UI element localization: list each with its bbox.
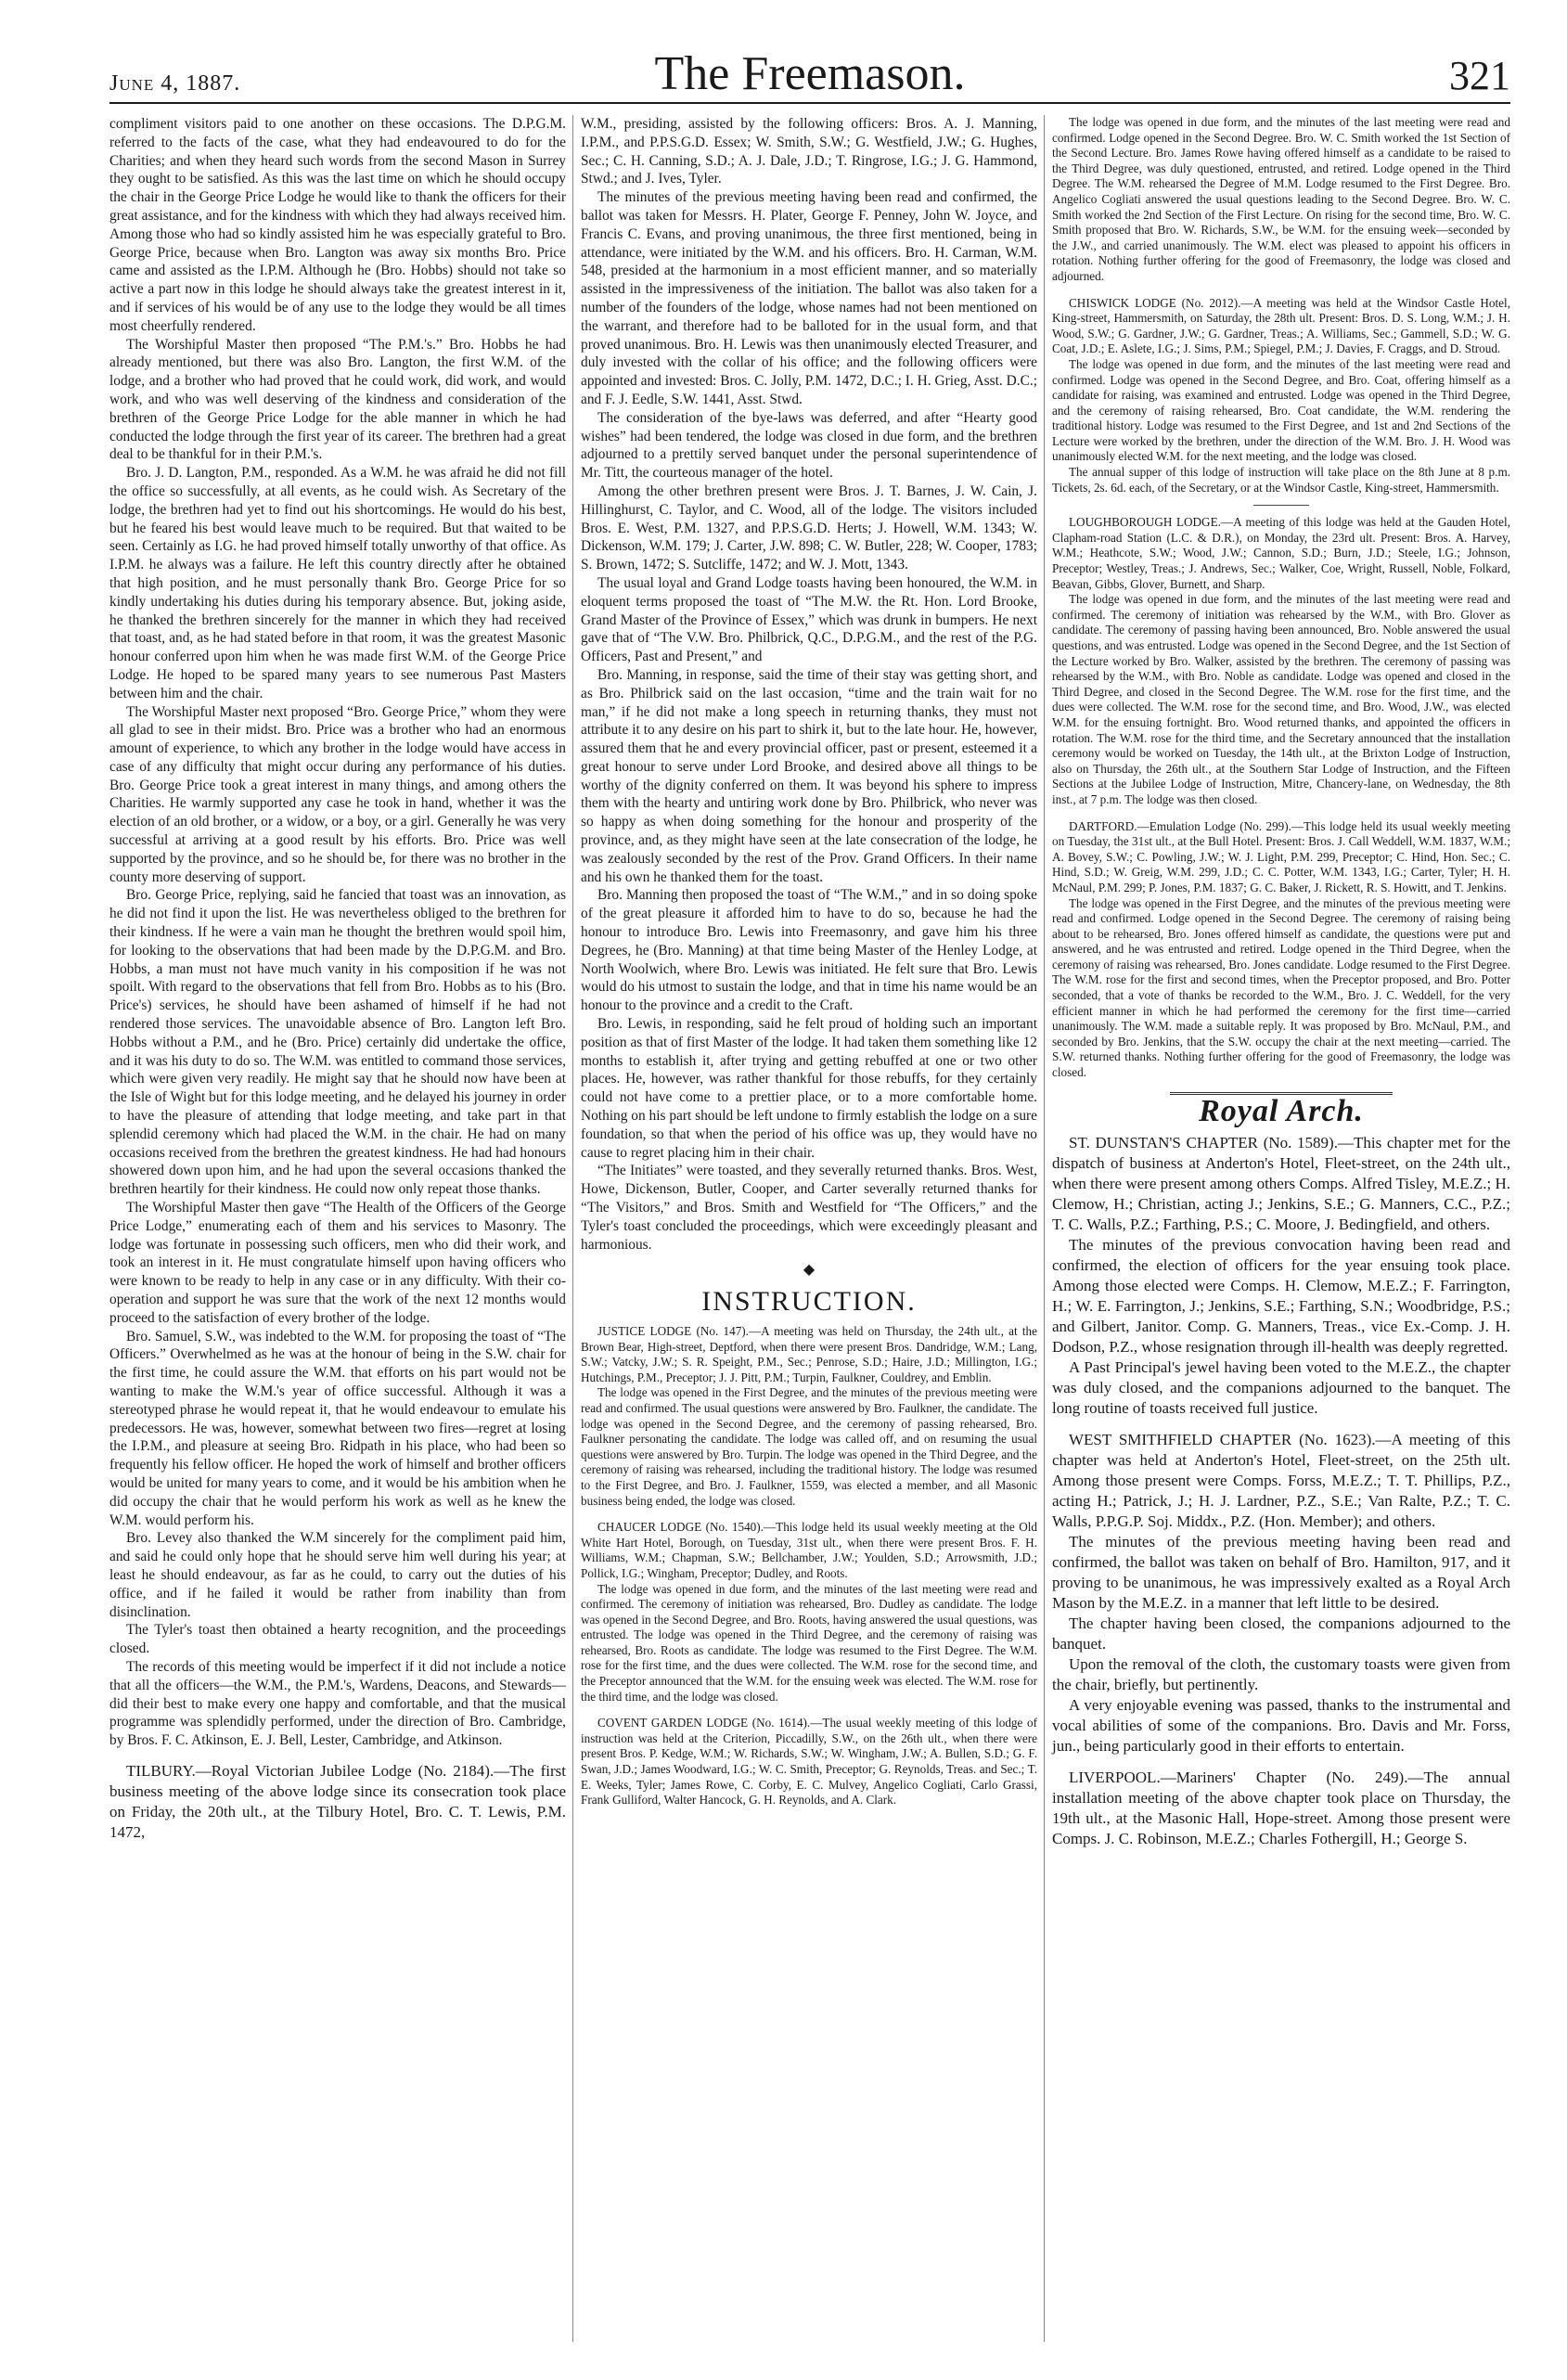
article-paragraph: Bro. Lewis, in responding, said he felt proud of holding such an important position as that of first Master of the lodge. It had taken them something like 12 months to establish it, after trying and getting rebuffed at one or two other places. He, however, was rather thankful for those rebuffs, for they certainly could not have come to a prettier place, or to a more comfortable home. Nothing on his part should be left undone to firmly establish the lodge on a sure foundation, so that when the period of his office was up, they would have no cause to regret placing him in their chair.	[581, 1016, 1037, 1161]
chapter-report: Upon the removal of the cloth, the customary toasts were given from the chair, briefly, but pertinently.	[1052, 1655, 1510, 1694]
section-divider	[1253, 505, 1309, 506]
article-paragraph: Bro. Levey also thanked the W.M sincerely for the compliment paid him, and said he could only hope that he should serve him well during his year; at least he should endeavour, as far as he could, to carry out the duties of his office, and if he failed it would be rather from inability than from disinclination.	[109, 1530, 566, 1620]
page-number: 321	[1449, 53, 1510, 98]
article-paragraph: The Worshipful Master then gave “The Health of the Officers of the George Price Lodge,” enumerating each of them and his services to Masonry. The lodge was fortunate in possessing such officers, men who did their work, and took an interest in it. He must congratulate himself upon having officers who were known to be ready to help in any case or in any difficulty. With their co-operation and support he was sure that the work of the next 12 months would proceed to the satisfaction of every brother of the lodge.	[109, 1200, 566, 1326]
article-paragraph: Bro. Samuel, S.W., was indebted to the W.M. for proposing the toast of “The Officers.” Overwhelmed as he was at the honour of being in the S.W. chair for the first time, he could assure the W.M. that efforts on his part would not be wanting to make the W.M.'s year of office successful. Although it was a stereotyped phrase he would repeat it, that he would endeavour to emulate his predecessors. He was, however, somewhat between two fires—regret at losing the I.P.M., and pleasure at seeing Bro. Ridpath in his place, who had been so frequently his fellow officer. He hoped the work of himself and brother officers would be united for many years to come, and it would be his ambition when he did occupy the chair that he would perform his work as well as he knew the W.M. would perform his.	[109, 1328, 566, 1528]
instruction-report: The lodge was opened in due form, and the minutes of the last meeting were read and confirmed. Lodge opened in the Second Degree. Bro. W. C. Smith worked the 1st Section of the Second Lecture. Bro. James Rowe having offered himself as a candidate to be raised to the Third Degree, was duly questioned, entrusted, and retired. Lodge opened in the Third Degree. The W.M. rehearsed the Degree of M.M. Lodge resumed to the First Degree. Bro. Angelico Cogliati answered the usual questions leading to the Second Degree. Bro. W. C. Smith worked the 2nd Section of the First Lecture. On rising for the second time, Bro. W. C. Smith proposed that Bro. W. Richards, S.W., be W.M. for the ensuing week—seconded by the J.W., and carried unanimously. The W.M. elect was pleased to appoint his officers in rotation. Nothing further offering for the good of Freemasonry, the lodge was closed and adjourned.	[1052, 115, 1510, 283]
section-heading-instruction: INSTRUCTION.	[701, 1286, 917, 1318]
column-1	[109, 115, 566, 1843]
instruction-report: CHISWICK LODGE (No. 2012).—A meeting was held at the Windsor Castle Hotel, King-street, Hammersmith, on Saturday, the 28th ult. Present: Bros. D. S. Long, W.M.; J. H. Wood, S.W.; G. Gardner, J.W.; G. Gardner, Treas.; A. Williams, Sec.; Gammell, S.D.; W. G. Coat, J.D.; E. Aslete, I.G.; J. Sims, P.M.; Spiegel, P.M.; J. Davies, F. Craggs, and D. Stroud.	[1052, 295, 1510, 356]
newspaper-title: The Freemason.	[654, 47, 966, 100]
article-paragraph: compliment visitors paid to one another on these occasions. The D.P.G.M. referred to the facts of the case, what they had endeavoured to do for the Charities; and when they heard such words from the second Mason in Surrey they ought to be satisfied. As this was the last time on which he should occupy the chair in the George Price Lodge he would like to thank the officers for their great assistance, and for the kindness with which they had always received him. Among those who had so kindly assisted him he was especially grateful to Bro. George Price, because when Bro. Langton was away six months Bro. Price came and assisted as the I.P.M. Although he (Bro. Hobbs) should not take so active a part now in this lodge he should always take the greatest interest in it, and if services of his would be of any use to the lodge they would be all times most cheerfully rendered.	[109, 116, 566, 334]
masthead-rule	[109, 102, 1510, 104]
instruction-report: The lodge was opened in due form, and the minutes of the last meeting were read and confirmed. The ceremony of initiation was rehearsed, Bro. Dudley as candidate. The lodge was opened in the Second Degree, and Bro. Roots, having answered the usual questions, was entrusted. The lodge was opened in the Third Degree, and the ceremony of raising was rehearsed, Bro. Roots as candidate. The lodge was resumed to the First Degree. The W.M. rose for the first time, and the dues were collected. The W.M. rose for the second time, and the Preceptor announced that the W.M. for the ensuing week was elected. The W.M. rose for the third time, and the lodge was closed.	[581, 1581, 1037, 1704]
instruction-report: COVENT GARDEN LODGE (No. 1614).—The usual weekly meeting of this lodge of instruction was held at the Criterion, Piccadilly, S.W., on the 26th ult., when there were present Bros. P. Kedge, W.M.; W. Richards, S.W.; W. Wingham, J.W.; A. Bullen, S.D.; G. F. Swan, J.D.; James Woodward, I.G.; W. C. Smith, Preceptor; G. Reynolds, Treas. and Sec.; T. E. Weeks, Tyler; James Rowe, C. Corby, E. C. Mulvey, Angelico Cogliati, Carlo Grassi, Frank Gulliford, Walter Hancock, G. H. Reynolds, and A. Clark.	[581, 1716, 1037, 1808]
masthead	[109, 48, 1510, 100]
article-paragraph: The minutes of the previous meeting having been read and confirmed, the ballot was taken for Messrs. H. Plater, George F. Penney, John W. Joyce, and Francis C. Evans, and proving unanimous, the three first mentioned, being in attendance, were initiated by the W.M. and his officers. Bro. H. Carman, W.M. 548, presided at the harmonium in a most efficient manner, and so materially assisted in the impressiveness of the initiation. The ballot was also taken for a number of the founders of the lodge, whose names had not been mentioned on the warrant, and therefore had to be balloted for in the usual form, and that proved unanimous. Bro. H. Lewis was then unanimously elected Treasurer, and duly invested with the collar of his office; and the following officers were appointed and invested: Bros. C. Jolly, P.M. 1472, D.C.; I. H. Grieg, Asst. D.C.; and F. J. Eedle, S.W. 1441, Asst. Stwd.	[581, 189, 1037, 407]
article-paragraph: The consideration of the bye-laws was deferred, and after “Hearty good wishes” had been tendered, the lodge was closed in due form, and the brethren adjourned to a prettily served banquet under the personal superintendence of Mr. Titt, the courteous manager of the hotel.	[581, 409, 1037, 482]
article-paragraph: Bro. George Price, replying, said he fancied that toast was an innovation, as he did not find it upon the list. He was nevertheless obliged to the brethren for their kindness. If he were a vain man he thought the brethren would spoil him, for looking to the observations that had been made by the D.P.G.M. and Bro. Hobbs, a man must not have much vanity in his composition if he was not spoilt. With regard to the observations that fell from Bro. Hobbs as to his (Bro. Price's) services, he should have been ashamed of himself if he had not rendered those services. The unavoidable absence of Bro. Langton left Bro. Hobbs without a P.M., and he (Bro. Price) certainly did undertake the office, and it was his duty to do so. The W.M. was entitled to command those services, which were given very readily. He might say that he should now have been at the Isle of Wight but for this lodge meeting, and he delayed his journey in order to have the pleasure of attending that lodge meeting, and take part in that splendid ceremony which had placed the W.M. in the chair. He had on many occasions received from the brethren the greatest kindness. He had had honours showered down upon him, and he had upon the several occasions thanked the brethren heartily for their kindness. He could now only repeat those thanks.	[109, 887, 566, 1198]
section-heading-royal-arch: Royal Arch.	[1199, 1093, 1364, 1128]
article-paragraph: The usual loyal and Grand Lodge toasts having been honoured, the W.M. in eloquent terms proposed the toast of “The M.W. the Rt. Hon. Lord Brooke, Grand Master of the Province of Essex,” which was drunk in bumpers. He next gave that of “The V.W. Bro. Philbrick, Q.C., D.P.G.M., and the rest of the P.G. Officers, Past and Present,” and	[581, 574, 1037, 665]
chapter-report: WEST SMITHFIELD CHAPTER (No. 1623).—A meeting of this chapter was held at Anderton's Hotel, Fleet-street, on the 25th ult. Among those present were Comps. Forss, M.E.Z.; T. T. Phillips, P.Z., acting H.; Patrick, J.; H. J. Lardner, P.Z., S.E.; Van Ralte, P.Z.; T. C. Walls, P.P.G.P. Soj. Middx., P.Z. (Hon. Member); and others.	[1052, 1431, 1510, 1531]
article-paragraph: Bro. Manning, in response, said the time of their stay was getting short, and as Bro. Philbrick said on the last occasion, “time and the train wait for no man,” if he did not make a long speech in returning thanks, they must not attribute it to any desire on his part to shirk it, but to the late hour. He, however, assured them that he and every provincial officer, past or present, esteemed it a great honour to serve under Lord Brooke, and desired above all things to be worthy of the dignity conferred on them. It was beyond his sphere to impress them with the hearty and untiring work done by Bro. Philbrick, who never was so happy as when doing something for the honour and prosperity of the province, and, as they might have seen at the late consecration of the lodge, he was zealously seconded by the rest of the Prov. Grand Officers. In their name and his own he thanked them for the toast.	[581, 666, 1037, 885]
article-paragraph: “The Initiates” were toasted, and they severally returned thanks. Bros. West, Howe, Dickenson, Butler, Cooper, and Carter severally returned thanks for “The Visitors,” and Bros. Smith and Westfield for “The Officers,” and the Tyler's toast concluded the proceedings, which were exceedingly pleasant and harmonious.	[581, 1163, 1037, 1253]
article-paragraph: The records of this meeting would be imperfect if it did not include a notice that all the officers—the W.M., the P.M.'s, Wardens, Deacons, and Stewards—did their best to make every one happy and comfortable, and that the musical programme was splendidly performed, under the direction of Bro. Cambridge, by Bros. F. C. Atkinson, E. J. Bell, Lester, Cambridge, and Atkinson.	[109, 1658, 566, 1749]
chapter-report: ST. DUNSTAN'S CHAPTER (No. 1589).—This chapter met for the dispatch of business at Anderton's Hotel, Fleet-street, on the 24th ult., when there were present among others Comps. Alfred Tisley, M.E.Z.; H. Clemow, H.; Christian, acting J.; Jenkins, S.E.; G. Manners, C.C., P.Z.; T. C. Walls, P.Z.; Farthing, P.S.; C. Moore, J. Bedingfield, and others.	[1052, 1134, 1510, 1234]
chapter-report: A Past Principal's jewel having been voted to the M.E.Z., the chapter was duly closed, and the companions adjourned to the banquet. The long routine of toasts received full justice.	[1052, 1358, 1510, 1418]
instruction-report: The lodge was opened in the First Degree, and the minutes of the previous meeting were read and confirmed. The usual questions were answered by Bro. Faulkner, the candidate. The lodge was opened in the Second Degree, and the ceremony of passing rehearsed, Bro. Faulkner personating the candidate. The lodge was called off, and on resuming the usual questions were answered by Bro. Turpin. The lodge was opened in the Third Degree, and the ceremony of raising was rehearsed, including the traditional history. The lodge was resumed to the First Degree, and Bro. J. Faulkner, 1559, was elected a member, and all Masonic business being ended, the lodge was closed.	[581, 1385, 1037, 1508]
instruction-report: The annual supper of this lodge of instruction will take place on the 8th June at 8 p.m. Tickets, 2s. 6d. each, of the Secretary, or at the Windsor Castle, King-street, Hammersmith.	[1052, 465, 1510, 495]
article-paragraph: The Worshipful Master next proposed “Bro. George Price,” whom they were all glad to see in their midst. Bro. Price was a brother who had an enormous amount of experience, to which any brother in the lodge would have access in case of any difficulty that might occur during any performance of his duties. Bro. George Price took a great interest in many things, and among others the Charities. He warmly supported any case he took in hand, whether it was the election of an old brother, or a widow, or a boy, or a girl. Generally he was very successful at arriving at a good result by his efforts. Bro. Price was well supported by the province, and so he should be, for there was no brother in the county more deserving of support.	[109, 703, 566, 885]
article-paragraph: The Worshipful Master then proposed “The P.M.'s.” Bro. Hobbs he had already mentioned, but there was also Bro. Langton, the first W.M. of the lodge, and a brother who had proved that he could work, did work, and would work, and who was well deserving of the kindness and consideration of the brethren of the George Price Lodge for the able manner in which he had conducted the lodge through the first year of its career. The brethren had a great deal to be thankful for in their P.M.'s.	[109, 336, 566, 463]
column-2	[581, 115, 1037, 1808]
column-3	[1052, 115, 1510, 1849]
instruction-report: LOUGHBOROUGH LODGE.—A meeting of this lodge was held at the Gauden Hotel, Clapham-road Station (L.C. & D.R.), on Monday, the 23rd ult. Present: Bros. A. Harvey, W.M.; Heathcote, S.W.; Wood, J.W.; Cannon, S.D.; Burn, J.D.; Steele, I.G.; Johnson, Preceptor; Westley, Treas.; J. Andrews, Sec.; Walker, Coe, Wright, Russell, Noble, Folkard, Beavan, Gibbs, Glover, Burnett, and Sharp.	[1052, 515, 1510, 591]
instruction-report: The lodge was opened in due form, and the minutes of the last meeting were read and confirmed. Lodge was opened in the Second Degree, and Bro. Coat, offering himself as a candidate for raising, was examined and entrusted. Lodge was opened in the Third Degree, and the ceremony of raising rehearsed, Bro. Coat candidate, the W.M. rendering the traditional history. Lodge was resumed to the First Degree, and 1st and 2nd Sections of the Lecture were worked by the brethren, under the direction of the W.M. Bro. J. H. Wood was unanimously elected W.M. for the next meeting, and the lodge was closed.	[1052, 356, 1510, 464]
article-paragraph: Bro. Manning then proposed the toast of “The W.M.,” and in so doing spoke of the great pleasure it afforded him to have to do so, because he had the honour to introduce Bro. Lewis into Freemasonry, and gave him his three Degrees, he (Bro. Manning) at that time being Master of the Henley Lodge, at North Woolwich, where Bro. Lewis was initiated. He felt sure that Bro. Lewis would do his utmost to sustain the lodge, and that in time his name would be an honour to the province and a credit to the Craft.	[581, 887, 1037, 1014]
chapter-report: The chapter having been closed, the companions adjourned to the banquet.	[1052, 1615, 1510, 1653]
lodge-report-tilbury: TILBURY.—Royal Victorian Jubilee Lodge (No. 2184).—The first business meeting of the above lodge since its consecration took place on Friday, the 20th ult., at the Tilbury Hotel, Bro. C. T. Lewis, P.M. 1472,	[109, 1761, 566, 1841]
issue-date: June 4, 1887.	[109, 71, 241, 96]
instruction-report: DARTFORD.—Emulation Lodge (No. 299).—This lodge held its usual weekly meeting on Tuesday, the 31st ult., at the Bull Hotel. Present: Bros. J. Call Weddell, W.M. 1837, W.M.; A. Bovey, S.W.; C. Powling, J.W.; W. J. Light, P.M. 299, Preceptor; C. Hind, Hon. Sec.; C. Hind, S.D.; W. Greig, W.M. 299, J.D.; C. C. Potter, W.M. 1343, I.G.; Carter, Tyler; H. H. McNaul, P.M. 299; P. Jones, P.M. 1837; G. C. Baker, J. Rickett, R. S. Howitt, and T. Jenkins.	[1052, 818, 1510, 894]
chapter-report: The minutes of the previous convocation having been read and confirmed, the election of officers for the year ensuing took place. Among those elected were Comps. H. Clemow, M.E.Z.; F. Farrington, H.; W. E. Farrington, J.; Jenkins, S.E.; Farthing, S.N.; Woodbridge, P.S.; and Gilbert, Janitor. Comp. G. Manners, Treas., vice Ex.-Comp. J. H. Dodson, P.Z., whose resignation through ill-health was deeply regretted.	[1052, 1236, 1510, 1357]
article-paragraph: W.M., presiding, assisted by the following officers: Bros. A. J. Manning, I.P.M., and P.P.S.G.D. Essex; W. Smith, S.W.; G. Westfield, J.W.; G. Hughes, Sec.; C. H. Canning, S.D.; A. J. Dale, J.D.; T. Ringrose, I.G.; J. G. Hammond, Stwd.; and J. Ives, Tyler.	[581, 116, 1037, 187]
column-divider	[1044, 115, 1045, 2342]
article-paragraph: Bro. J. D. Langton, P.M., responded. As a W.M. he was afraid he did not fill the office so successfully, at all events, as he could wish. As Secretary of the lodge, the brethren had yet to find out his shortcomings. He would do his best, but he feared his best would leave much to be required. But that waited to be seen. Certainly as I.G. he had proved himself totally unworthy of that office. As I.P.M. he always was a failure. He left this country directly after he obtained that high position, and he must personally thank Bro. George Price for so kindly undertaking his duties during his temporary absence. But, joking aside, he thanked the brethren sincerely for the manner in which they had received that toast, and, as he had stated before in that room, it was the greatest Masonic honour conferred upon him when he was made first W.M. of the George Price Lodge. He hoped to be spared many years to see numerous Past Masters between him and the chair.	[109, 465, 566, 701]
chapter-report: The minutes of the previous meeting having been read and confirmed, the ballot was taken on behalf of Bro. Hamilton, 917, and it proving to be unanimous, he was impressively exalted as a Royal Arch Mason by the M.E.Z. in a manner that left little to be desired.	[1052, 1533, 1510, 1613]
instruction-report: JUSTICE LODGE (No. 147).—A meeting was held on Thursday, the 24th ult., at the Brown Bear, High-street, Deptford, when there were present Bros. Dandridge, W.M.; Lang, S.W.; Vatcky, J.W.; S. R. Speight, P.M., Sec.; Penrose, S.D.; Haire, J.D.; Millington, I.G.; Hutchings, P.M., Preceptor; J. J. Pitt, P.M.; Turpin, Faulkner, Couldrey, and Emblin.	[581, 1324, 1037, 1384]
instruction-report: The lodge was opened in due form, and the minutes of the last meeting were read and confirmed. The ceremony of initiation was rehearsed by the W.M., with Bro. Glover as candidate. The ceremony of passing having been announced, Bro. Noble answered the usual questions, and was entrusted. Lodge was opened in the Second Degree, and the 1st Section of the Lecture worked by Bro. Walker, assisted by the brethren. The ceremony of passing was rehearsed by the W.M., with Bro. Noble as candidate. Lodge was opened and closed in the Third Degree, and closed in the Second Degree. The W.M. rose for the first time, and the dues were collected. The W.M. rose for the second time, and Bro. Wood, J.W., was elected W.M. for the ensuing fortnight. Bro. Wood returned thanks, and appointed the officers in rotation. The W.M. rose for the third time, and the Secretary announced that the installation ceremony would be worked on Tuesday, the 14th ult., at the Brixton Lodge of Instruction, also on Thursday, the 26th ult., at the Southern Star Lodge of Instruction, and the Fifteen Sections at the Jubilee Lodge of Instruction, Mitre, Chancery-lane, on Wednesday, the 8th inst., at 7 p.m. The lodge was then closed.	[1052, 592, 1510, 806]
chapter-report: LIVERPOOL.—Mariners' Chapter (No. 249).—The annual installation meeting of the above chapter took place on Thursday, the 19th ult., at the Masonic Hall, Hope-street. Among those present were Comps. J. C. Robinson, M.E.Z.; Charles Fothergill, H.; George S.	[1052, 1769, 1510, 1848]
article-paragraph: Among the other brethren present were Bros. J. T. Barnes, J. W. Cain, J. Hillinghurst, C. Taylor, and C. Wood, all of the lodge. The visitors included Bros. E. West, P.M. 1327, and P.P.S.G.D. Herts; J. Howell, W.M. 1343; W. Dickenson, W.M. 179; J. Carter, J.W. 898; C. W. Butler, 228; W. Cooper, 1783; S. Brown, 1472; S. Sutcliffe, 1472; and W. J. Mott, 1343.	[581, 482, 1037, 573]
chapter-report: A very enjoyable evening was passed, thanks to the instrumental and vocal abilities of some of the companions. Bro. Davis and Mr. Forss, jun., being particularly good in their efforts to entertain.	[1052, 1696, 1510, 1756]
instruction-report: CHAUCER LODGE (No. 1540).—This lodge held its usual weekly meeting at the Old White Hart Hotel, Borough, on Tuesday, 31st ult., when there were present Bros. F. H. Williams, W.M.; Chapman, S.W.; Bellchamber, J.W.; Youlden, S.D.; Arrowsmith, J.D.; Pollick, I.G.; Wingham, Preceptor; Dudley, and Roots.	[581, 1520, 1037, 1580]
article-paragraph: The Tyler's toast then obtained a hearty recognition, and the proceedings closed.	[109, 1622, 566, 1657]
instruction-report: The lodge was opened in the First Degree, and the minutes of the previous meeting were read and confirmed. Lodge opened in the Second Degree. The ceremony of raising being about to be rehearsed, Bro. Jones offered himself as candidate, the questions were put and answered, and he was entrusted and retired. Lodge opened in the Third Degree, when the ceremony of raising was rehearsed, Bro. Jones candidate. Lodge resumed to the First Degree. The W.M. rose for the first and second times, when the Preceptor proposed, and Bro. Potter seconded, that a vote of thanks be recorded to the W.M., Bro. J. C. Weddell, for the very efficient manner in which he had performed the ceremony for the first time—carried unanimously. The W.M. made a suitable reply. It was proposed by Bro. McNaul, P.M., and seconded by Bro. Jenkins, that the S.W. occupy the chair at the next meeting—carried. The S.W. returned thanks. Nothing further offering for the good of Freemasonry, the lodge was closed.	[1052, 895, 1510, 1080]
section-ornament: ◆	[803, 1262, 816, 1279]
column-divider	[572, 115, 573, 2342]
